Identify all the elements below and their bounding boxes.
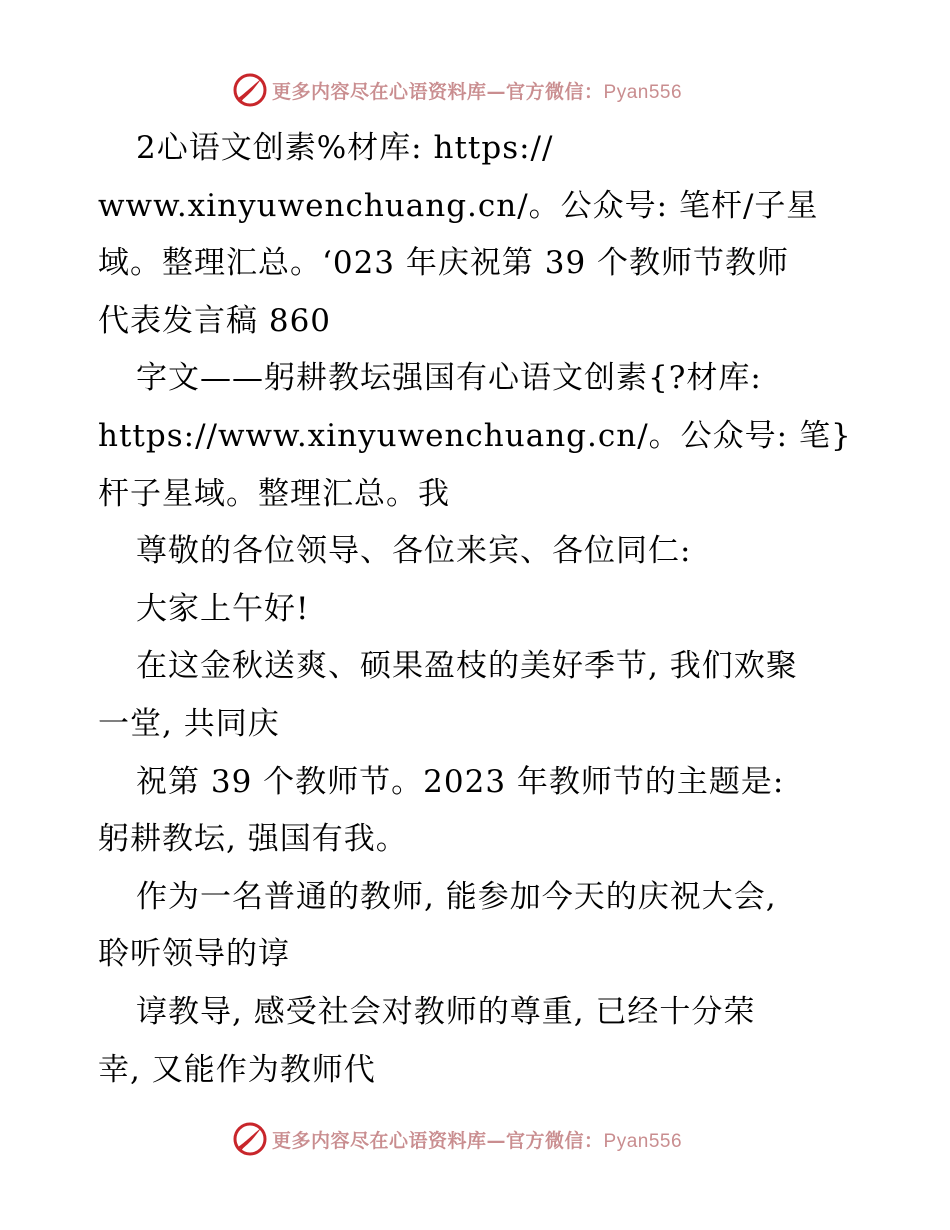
quill-logo-icon	[232, 1121, 268, 1157]
text-line: 谆教导, 感受社会对教师的尊重, 已经十分荣	[136, 993, 756, 1030]
text-line: https://www.xinyuwenchuang.cn/。公众号: 笔}	[98, 417, 852, 454]
text-line: 大家上午好!	[136, 590, 310, 627]
text-line: 作为一名普通的教师, 能参加今天的庆祝大会,	[136, 878, 777, 915]
quill-logo-icon	[232, 72, 268, 108]
footer-wechat-id: Pyan556	[603, 1130, 683, 1152]
text-line: 祝第 39 个教师节。2023 年教师节的主题是:	[136, 763, 785, 800]
footer-banner-text: 更多内容尽在心语资料库—官方微信：Pyan556	[272, 1129, 683, 1152]
text-line: 尊敬的各位领导、各位来宾、各位同仁:	[136, 533, 692, 570]
text-line: www.xinyuwenchuang.cn/。公众号: 笔杆/子星	[98, 187, 819, 224]
text-line: 幸, 又能作为教师代	[98, 1051, 376, 1088]
header-banner	[232, 72, 682, 108]
text-line: 在这金秋送爽、硕果盈枝的美好季节, 我们欢聚	[136, 648, 798, 685]
text-line: 杆子星域。整理汇总。我	[98, 475, 450, 512]
text-line: 2心语文创素%材库: https://	[136, 130, 554, 166]
header-banner-text: 更多内容尽在心语资料库—官方微信：Pyan556	[272, 80, 683, 103]
document-body	[98, 120, 868, 1099]
text-line: 聆听领导的谆	[98, 936, 290, 973]
header-wechat-id: Pyan556	[603, 81, 683, 103]
text-line: 域。整理汇总。‘023 年庆祝第 39 个教师节教师	[98, 245, 790, 282]
footer-banner	[232, 1121, 682, 1157]
text-line: 躬耕教坛, 强国有我。	[98, 821, 408, 858]
text-line: 字文——躬耕教坛强国有心语文创素{?材库:	[136, 360, 762, 397]
text-line: 代表发言稿 860	[98, 302, 332, 339]
text-line: 一堂, 共同庆	[98, 705, 280, 742]
